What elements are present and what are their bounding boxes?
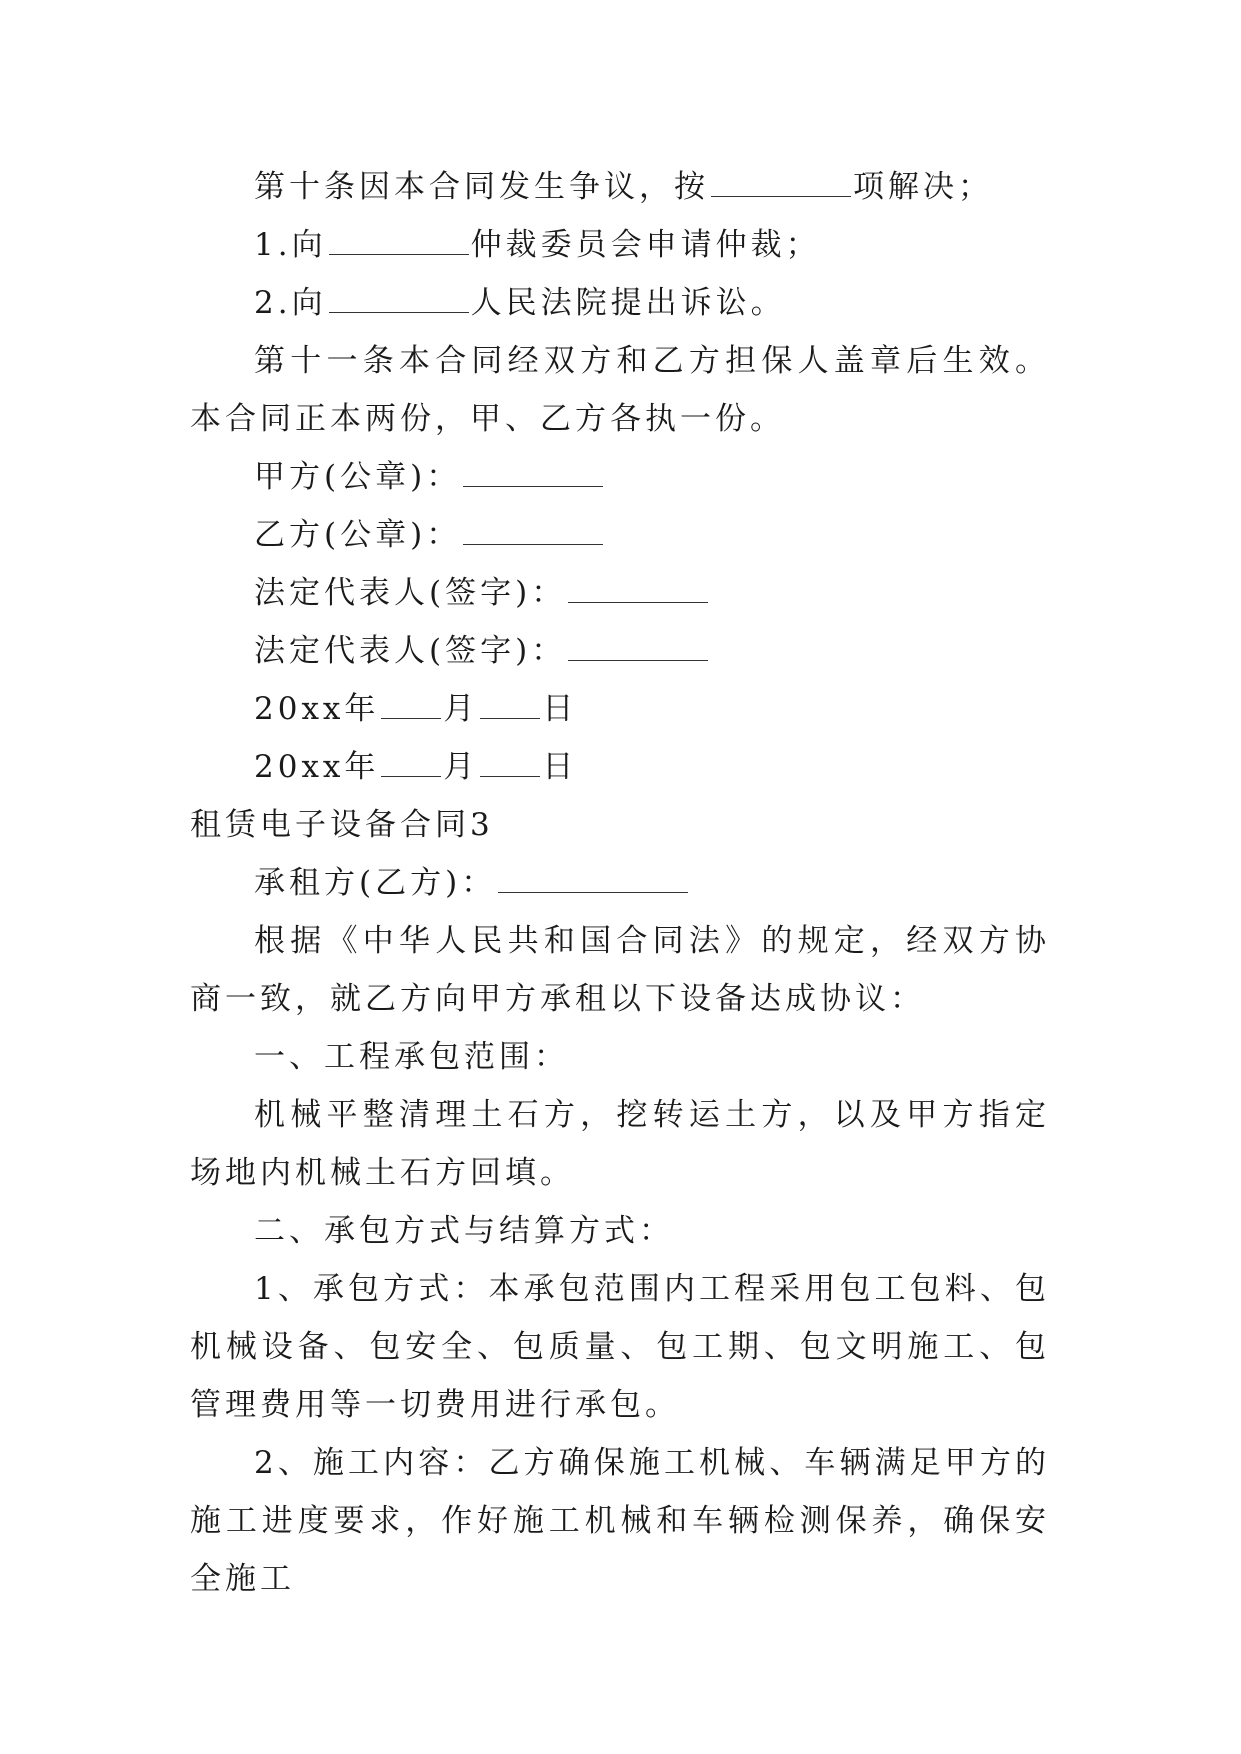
section-1-body: 机械平整清理土石方，挖转运土方，以及甲方指定场地内机械土石方回填。 xyxy=(190,1097,1050,1191)
party-a-seal-label: 甲方(公章)： xyxy=(254,459,462,495)
preamble: 根据《中华人民共和国合同法》的规定，经双方协商一致，就乙方向甲方承租以下设备达成协议： xyxy=(190,923,1050,1017)
party-b-seal-label: 乙方(公章)： xyxy=(254,517,462,553)
legal-rep-line-1 xyxy=(190,564,1050,622)
section-1-heading: 一、工程承包范围： xyxy=(254,1039,569,1075)
legal-rep-label-2: 法定代表人(签字)： xyxy=(254,633,567,669)
legal-rep-line-2 xyxy=(190,622,1050,680)
date-month-1: 月 xyxy=(443,691,479,727)
date-day-2: 日 xyxy=(542,749,578,785)
court-option-tail: 人民法院提出诉讼。 xyxy=(470,285,786,321)
item-1: 1、承包方式：本承包范围内工程采用包工包料、包机械设备、包安全、包质量、包工期、包文明施工、包管理费用等一切费用进行承包。 xyxy=(190,1271,1050,1423)
blank-line xyxy=(480,746,540,777)
date-year-1: 20xx年 xyxy=(254,691,380,727)
blank-line xyxy=(568,630,708,661)
blank-line xyxy=(381,746,441,777)
court-option-text: 2.向 xyxy=(254,285,327,321)
lessee-label: 承租方(乙方)： xyxy=(254,865,497,901)
blank-line xyxy=(381,688,441,719)
article-10-text: 第十条因本合同发生争议，按 xyxy=(254,169,709,205)
date-day-1: 日 xyxy=(542,691,578,727)
item-2: 2、施工内容：乙方确保施工机械、车辆满足甲方的施工进度要求，作好施工机械和车辆检测保养，确保安全施工 xyxy=(190,1445,1050,1597)
document-body xyxy=(190,158,1050,1608)
article-10-tail: 项解决； xyxy=(853,169,993,205)
blank-line xyxy=(498,862,688,893)
blank-line xyxy=(711,166,851,197)
date-year-2: 20xx年 xyxy=(254,749,380,785)
date-line-1 xyxy=(190,680,1050,738)
legal-rep-label-1: 法定代表人(签字)： xyxy=(254,575,567,611)
blank-line xyxy=(480,688,540,719)
lessee-line xyxy=(190,854,1050,912)
arbitration-option-tail: 仲裁委员会申请仲裁； xyxy=(470,227,821,263)
article-10 xyxy=(190,158,1050,216)
court-option xyxy=(190,274,1050,332)
section-2-heading: 二、承包方式与结算方式： xyxy=(254,1213,674,1249)
arbitration-option xyxy=(190,216,1050,274)
date-line-2 xyxy=(190,738,1050,796)
blank-line xyxy=(329,282,469,313)
blank-line xyxy=(463,456,603,487)
blank-line xyxy=(568,572,708,603)
arbitration-option-text: 1.向 xyxy=(254,227,327,263)
article-11: 第十一条本合同经双方和乙方担保人盖章后生效。本合同正本两份，甲、乙方各执一份。 xyxy=(190,343,1050,437)
party-b-seal-line xyxy=(190,506,1050,564)
contract-3-title: 租赁电子设备合同3 xyxy=(190,807,494,843)
date-month-2: 月 xyxy=(443,749,479,785)
blank-line xyxy=(463,514,603,545)
party-a-seal-line xyxy=(190,448,1050,506)
blank-line xyxy=(329,224,469,255)
